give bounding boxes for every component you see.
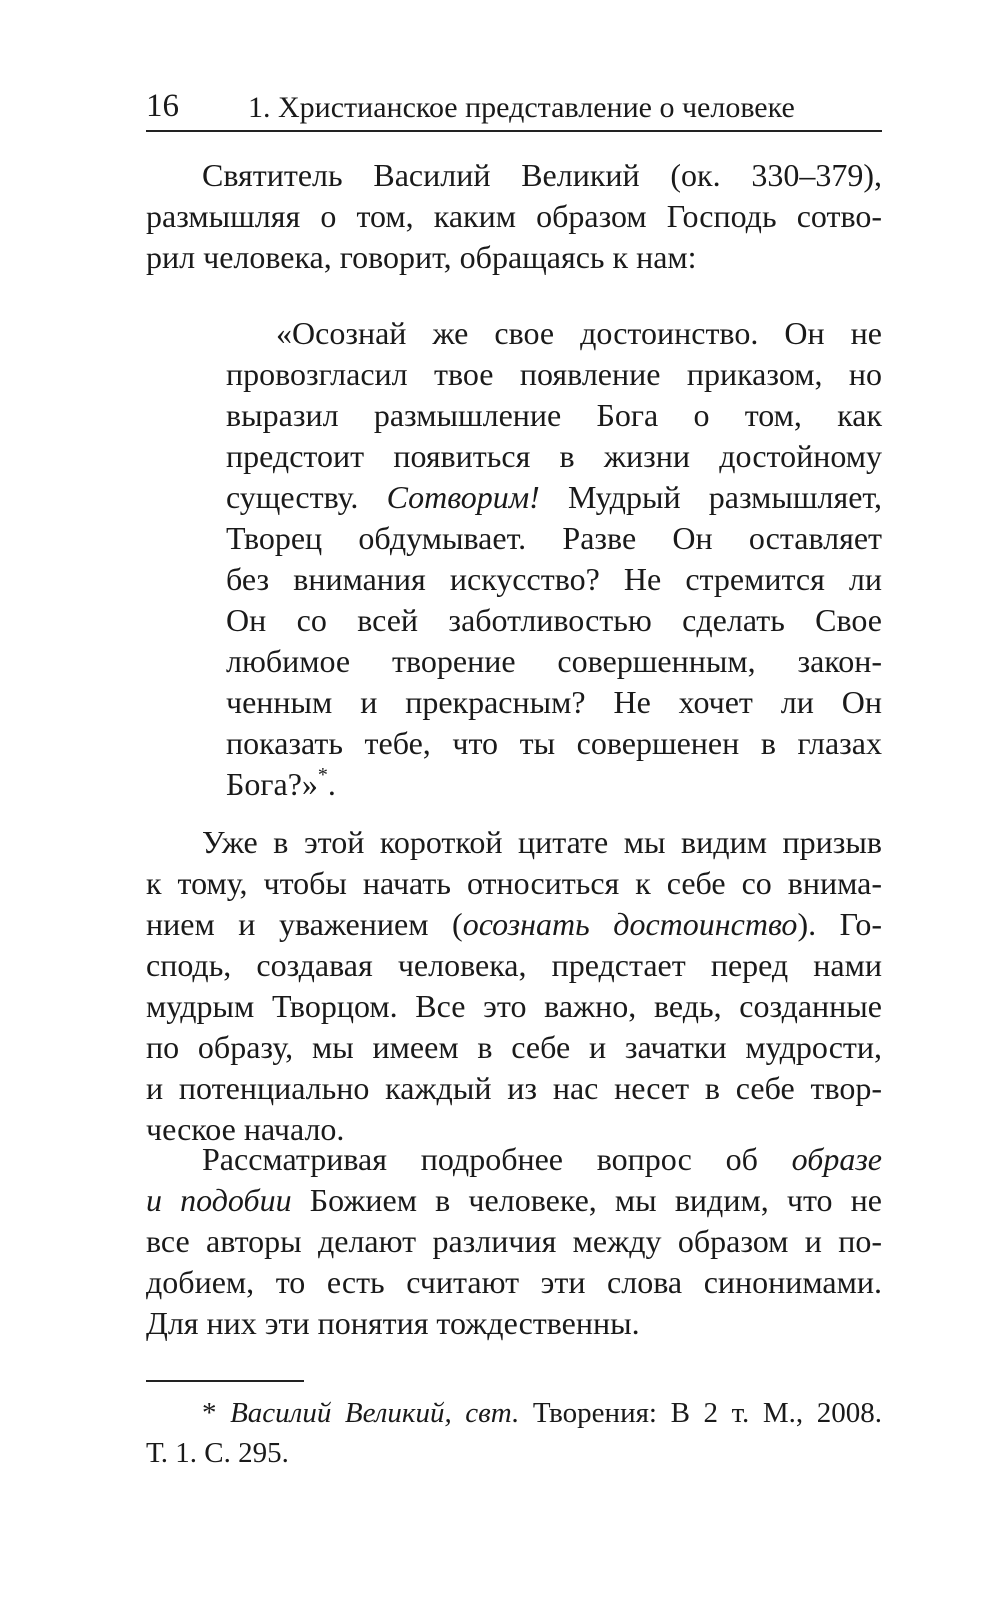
quote-line: ченным и прекрасным? Не хочет ли Он: [226, 684, 882, 720]
footnote-source: Творения: В 2 т. М., 2008.: [519, 1397, 883, 1429]
text-line: рил человека, говорит, обращаясь к нам:: [146, 239, 697, 275]
paragraph-intro: [146, 155, 882, 278]
text-line: [146, 1139, 882, 1180]
chapter-title: 1. Христианское представление о человеке: [248, 91, 795, 124]
text-line: [146, 1180, 882, 1221]
text-line: сподь, создавая человека, предстает перед нами: [146, 947, 882, 983]
text-line: по образу, мы имеем в себе и зачатки мудрости,: [146, 1029, 882, 1065]
quote-line: показать тебе, что ты совершенен в глазах: [226, 725, 882, 761]
text-line: к тому, чтобы начать относиться к себе со внима-: [146, 865, 882, 901]
body-emphasis: и подобии: [146, 1182, 292, 1218]
quote-text: .: [327, 766, 336, 802]
body-emphasis: осознать достоинство: [462, 906, 798, 942]
text-line: Для них эти понятия тождественны.: [146, 1305, 640, 1341]
quote-line: провозгласил твое появление приказом, но: [226, 356, 882, 392]
running-header: [146, 84, 882, 132]
quote-text: Бога?»: [226, 766, 318, 802]
text-line: размышляя о том, каким образом Господь сотво-: [146, 198, 882, 234]
quote-line: Творец обдумывает. Разве Он оставляет: [226, 520, 882, 556]
text-line: и потенциально каждый из нас несет в себе твор-: [146, 1070, 882, 1106]
text-line: [146, 904, 882, 945]
text-line: все авторы делают различия между образом и по-: [146, 1223, 882, 1259]
text-line: ческое начало.: [146, 1111, 345, 1147]
text-line: добием, то есть считают эти слова синонимами.: [146, 1264, 882, 1300]
paragraph-image-likeness: [146, 1139, 882, 1344]
body-emphasis: образе: [791, 1141, 882, 1177]
quote-line: [226, 477, 882, 518]
footnote-author: Василий Великий, свт.: [230, 1397, 520, 1429]
footnote-line: Т. 1. С. 295.: [146, 1437, 289, 1469]
quote-line: любимое творение совершенным, закон-: [226, 643, 882, 679]
quote-line: [226, 764, 882, 805]
footnote-line: [146, 1393, 882, 1433]
footnote-marker: *: [202, 1397, 217, 1429]
footnote: [146, 1393, 882, 1473]
body-text: нием и уважением (: [146, 906, 463, 942]
quote-text: существу.: [226, 479, 387, 515]
body-text: Божием в человеке, мы видим, что не: [291, 1182, 883, 1218]
body-text: ). Го-: [797, 906, 883, 942]
footnote-reference[interactable]: *: [317, 764, 328, 786]
quote-emphasis: Сотворим!: [386, 479, 540, 515]
block-quote: [226, 313, 882, 805]
quote-line: выразил размышление Бога о том, как: [226, 397, 882, 433]
footnote-divider: [146, 1380, 304, 1382]
quote-line: без внимания искусство? Не стремится ли: [226, 561, 882, 597]
paragraph-commentary: [146, 822, 882, 1150]
text-line: Уже в этой короткой цитате мы видим призыв: [202, 824, 882, 860]
body-text: Рассматривая подробнее вопрос об: [202, 1141, 792, 1177]
quote-line: «Осознай же свое достоинство. Он не: [276, 315, 882, 351]
text-line: мудрым Творцом. Все это важно, ведь, созданные: [146, 988, 882, 1024]
text-line: Святитель Василий Великий (ок. 330–379),: [202, 157, 882, 193]
page-number: 16: [146, 88, 179, 124]
quote-line: Он со всей заботливостью сделать Свое: [226, 602, 882, 638]
quote-line: предстоит появиться в жизни достойному: [226, 438, 882, 474]
quote-text: Мудрый размышляет,: [539, 479, 882, 515]
